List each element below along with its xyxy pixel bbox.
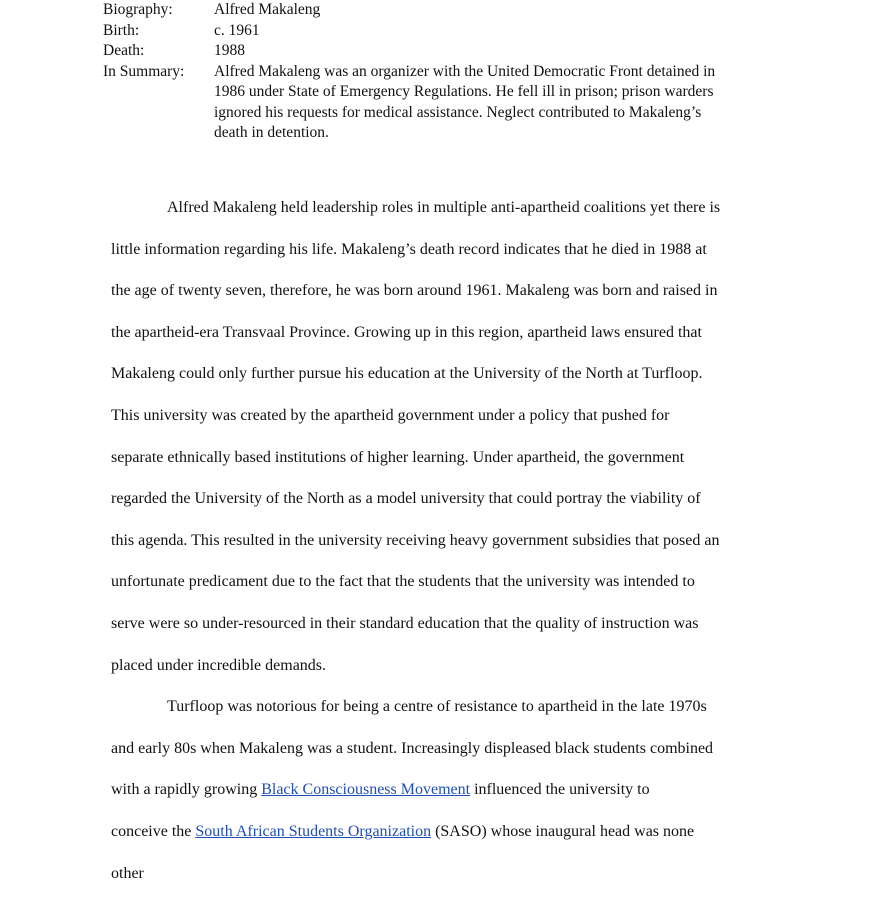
death-value: 1988 [214,42,245,59]
paragraph-text: influenced the university to [470,781,650,799]
summary-line: Alfred Makaleng was an organizer with the United Democratic Front detained in [214,62,716,80]
paragraph-line: the age of twenty seven, therefore, he was born around 1961. Makaleng was born and raised in [111,282,718,300]
summary-label: In Summary: [103,62,185,80]
death-label: Death: [103,42,145,59]
paragraph-line: Alfred Makaleng held leadership roles in multiple anti-apartheid coalitions yet there is [167,199,721,216]
paragraph-line: placed under incredible demands. [111,656,327,674]
south-african-students-organization-link[interactable]: South African Students Organization [195,822,432,840]
birth-value: c. 1961 [214,21,260,39]
biography-label: Biography: [103,1,173,18]
paragraph-line: Makaleng could only further pursue his education at the University of the North at Turfloop. [111,365,703,383]
summary-text [214,62,823,144]
birth-row [103,21,823,42]
paragraph-line: this agenda. This resulted in the university receiving heavy government subsidies that posed an [111,531,720,549]
birth-label: Birth: [103,21,140,39]
black-consciousness-movement-link[interactable]: Black Consciousness Movement [261,781,471,799]
paragraph-line: the apartheid-era Transvaal Province. Growing up in this region, apartheid laws ensured that [111,323,702,341]
paragraph-line: This university was created by the apartheid government under a policy that pushed for [111,406,670,424]
paragraph-text: (SASO) whose inaugural head was none [431,822,695,840]
biography-value: Alfred Makaleng [214,1,321,18]
biography-body [111,187,816,894]
paragraph-line: unfortunate predicament due to the fact that the students that the university was intended to [111,573,695,591]
paragraph-line: separate ethnically based institutions of higher learning. Under apartheid, the government [111,448,685,466]
paragraph-line: serve were so under-resourced in their standard education that the quality of instruction was [111,614,699,632]
paragraph-line: little information regarding his life. Makaleng’s death record indicates that he died in 1988 at [111,240,707,258]
paragraph-text: conceive the [111,822,196,840]
paragraph-1 [111,187,816,686]
biography-header [103,0,823,144]
summary-line: death in detention. [214,124,329,141]
summary-line: ignored his requests for medical assistance. Neglect contributed to Makaleng’s [214,103,702,121]
paragraph-line: Turfloop was notorious for being a centre of resistance to apartheid in the late 1970s [167,698,707,716]
summary-row [103,62,823,144]
paragraph-line: and early 80s when Makaleng was a student. Increasingly displeased black students combined [111,739,714,757]
paragraph-line [111,811,816,853]
death-row [103,41,823,62]
paragraph-line [111,769,816,811]
summary-line: 1986 under State of Emergency Regulations. He fell ill in prison; prison warders [214,83,714,100]
paragraph-line: regarded the University of the North as a model university that could portray the viability of [111,490,701,508]
paragraph-text: with a rapidly growing [111,781,262,799]
paragraph-line: other [111,864,144,882]
paragraph-2 [111,686,816,894]
biography-row [103,0,823,21]
